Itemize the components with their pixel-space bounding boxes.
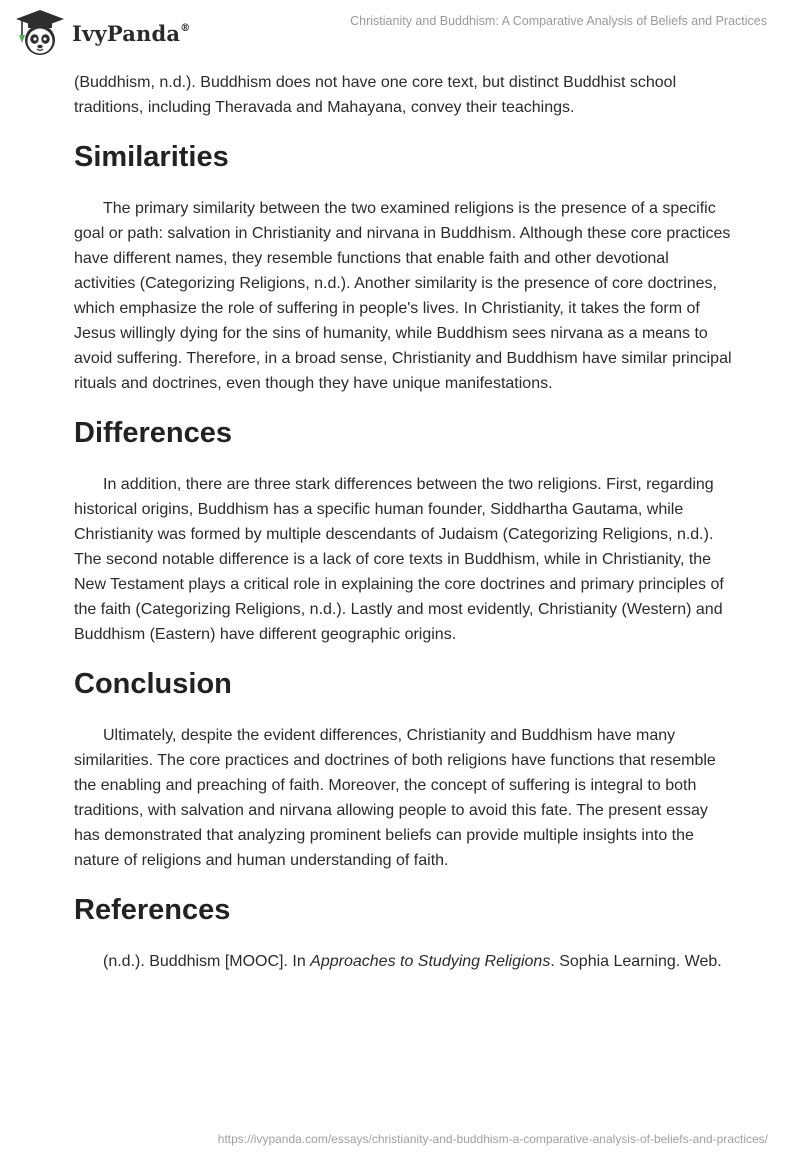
document-title: Christianity and Buddhism: A Comparative Analysis of Beliefs and Practices — [350, 14, 767, 28]
heading-similarities: Similarities — [74, 141, 229, 173]
reference-prefix: (n.d.). Buddhism [MOOC]. In — [103, 953, 311, 970]
intro-paragraph-tail: (Buddhism, n.d.). Buddhism does not have one core text, but distinct Buddhist school traditions, including Theravada and Mahayana, convey their teachings. — [74, 74, 677, 116]
essay-content — [74, 70, 734, 974]
reference-entry — [74, 949, 734, 974]
heading-conclusion: Conclusion — [74, 668, 232, 700]
reference-suffix: . Sophia Learning. Web. — [550, 953, 722, 970]
ivypanda-logo[interactable] — [14, 8, 190, 58]
footer-source-url[interactable]: https://ivypanda.com/essays/christianity-and-buddhism-a-comparative-analysis-of-beliefs-and-practices/ — [217, 1132, 768, 1146]
reference-title: Approaches to Studying Religions — [310, 953, 551, 970]
page-header — [0, 0, 800, 64]
conclusion-paragraph: Ultimately, despite the evident differences, Christianity and Buddhism have many similarities. The core practices and doctrines of both religions have functions that resemble the enabling and preaching of faith. Moreover, the concept of suffering is integral to both traditions, with salvation and nirvana allowing people to avoid this fate. The present essay has demonstrated that analyzing prominent beliefs can provide multiple insights into the nature of religions and human understanding of faith. — [74, 727, 716, 869]
panda-graduate-icon — [14, 8, 66, 58]
heading-differences: Differences — [74, 417, 232, 449]
heading-references: References — [74, 894, 231, 926]
similarities-paragraph: The primary similarity between the two examined religions is the presence of a specific goal or path: salvation in Christianity and nirvana in Buddhism. Although these core practices have different names, they resemble functions that enable faith and other devotional activities (Categorizing Religions, n.d.). Another similarity is the presence of core doctrines, which emphasize the role of suffering in people's lives. In Christianity, it takes the form of Jesus willingly dying for the sins of humanity, while Buddhism sees nirvana as a means to avoid suffering. Therefore, in a broad sense, Christianity and Buddhism have similar principal rituals and doctrines, even though they have unique manifestations. — [74, 200, 732, 392]
differences-paragraph: In addition, there are three stark differences between the two religions. First, regarding historical origins, Buddhism has a specific human founder, Siddhartha Gautama, while Christianity was formed by multiple descendants of Judaism (Categorizing Religions, n.d.). The second notable difference is a lack of core texts in Buddhism, while in Christianity, the New Testament plays a critical role in explaining the core doctrines and primary principles of the faith (Categorizing Religions, n.d.). Lastly and most evidently, Christianity (Western) and Buddhism (Eastern) have different geographic origins. — [74, 476, 724, 643]
brand-name: IvyPanda® — [72, 20, 191, 46]
